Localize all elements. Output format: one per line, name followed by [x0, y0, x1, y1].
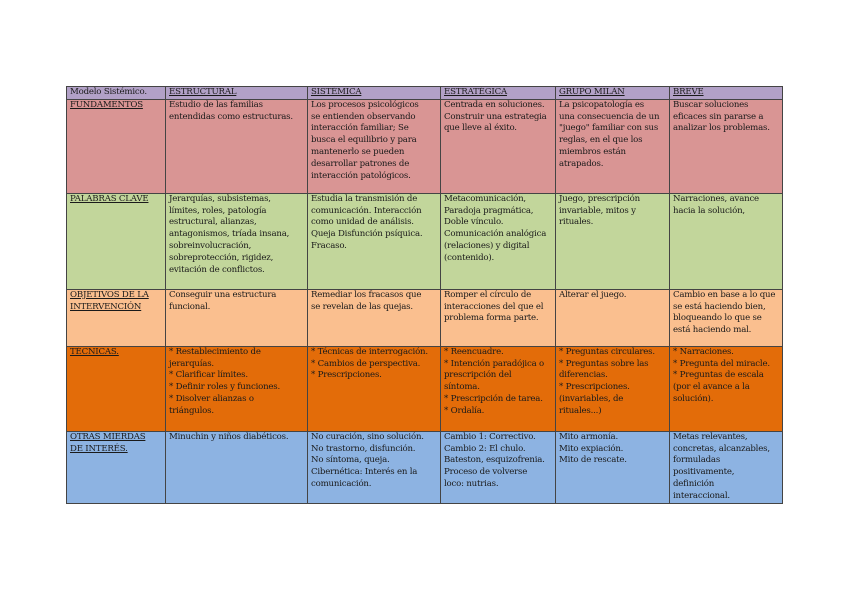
cell-text-line: formuladas: [673, 455, 721, 466]
table-cell: [556, 193, 670, 289]
table-cell: [166, 193, 308, 289]
row-header: [67, 193, 166, 289]
systemic-models-table: [66, 86, 783, 504]
table-cell: [308, 431, 441, 503]
cell-text-line: * Preguntas sobre las: [559, 358, 649, 369]
cell-text-line: problema forma parte.: [444, 313, 539, 324]
cell-text-line: * Definir roles y funciones.: [169, 382, 281, 393]
row-header: [67, 99, 166, 193]
cell-text-line: se está haciendo bien,: [673, 301, 766, 312]
cell-text-line: No síntoma, queja.: [311, 455, 390, 466]
cell-text-line: Metas relevantes,: [673, 431, 748, 442]
table-cell: [556, 99, 670, 193]
cell-text-line: Mito expiación.: [559, 443, 624, 454]
cell-text-line: * Preguntas de escala: [673, 370, 764, 381]
table-cell: [441, 193, 556, 289]
cell-text-line: Metacomunicación,: [444, 193, 526, 204]
cell-text-line: como unidad de análisis.: [311, 217, 414, 228]
cell-text-line: triángulos.: [169, 405, 214, 416]
cell-text-line: se entienden observando: [311, 111, 416, 122]
cell-text-line: Romper el círculo de: [444, 289, 532, 300]
row-header-line: OTRAS MIERDAS: [70, 431, 146, 442]
table-cell: [441, 346, 556, 431]
row-header-line: TÉCNICAS.: [70, 346, 119, 357]
cell-text-line: Cambio 1: Correctivo.: [444, 431, 536, 442]
cell-text-line: interacciones del que el: [444, 301, 544, 312]
cell-text-line: * Narraciones.: [673, 346, 734, 357]
table-row-palabras-clave: [67, 193, 783, 289]
cell-text-line: Remediar los fracasos que: [311, 289, 422, 300]
table-cell: [670, 193, 783, 289]
row-header: [67, 346, 166, 431]
cell-text-line: una consecuencia de un: [559, 111, 660, 122]
cell-text-line: Centrada en soluciones.: [444, 99, 545, 110]
cell-text-line: desarrollar patrones de: [311, 158, 410, 169]
cell-text-line: diferencias.: [559, 370, 608, 381]
cell-text-line: miembros están: [559, 146, 626, 157]
cell-text-line: está haciendo mal.: [673, 325, 752, 336]
cell-text-line: Mito de rescate.: [559, 455, 627, 466]
cell-text-line: evitación de conflictos.: [169, 264, 265, 275]
cell-text-line: La psicopatología es: [559, 99, 644, 110]
cell-text-line: loco: nutrias.: [444, 478, 499, 489]
cell-text-line: (contenido).: [444, 252, 495, 263]
cell-text-line: atrapados.: [559, 158, 604, 169]
cell-text-line: definición: [673, 478, 715, 489]
column-header-grupo-milan: GRUPO MILÁN: [556, 87, 670, 100]
cell-text-line: Conseguir una estructura: [169, 289, 277, 300]
table-cell: [556, 346, 670, 431]
column-header-breve: BREVE: [670, 87, 783, 100]
row-header-line: FUNDAMENTOS: [70, 99, 143, 110]
cell-text-line: que lleve al éxito.: [444, 123, 517, 134]
table-row-fundamentos: [67, 99, 783, 193]
cell-text-line: entendidas como estructuras.: [169, 111, 293, 122]
table-cell: [441, 99, 556, 193]
cell-text-line: Proceso de volverse: [444, 467, 528, 478]
cell-text-line: bloqueando lo que se: [673, 313, 762, 324]
cell-text-line: Cibernética: Interés en la: [311, 467, 418, 478]
table-cell: [441, 289, 556, 346]
header-row: [67, 87, 783, 100]
cell-text-line: analizar los problemas.: [673, 123, 770, 134]
table-cell: [670, 99, 783, 193]
cell-text-line: Los procesos psicológicos: [311, 99, 419, 110]
cell-text-line: Cambio 2: El chulo.: [444, 443, 526, 454]
column-header-estructural: ESTRUCTURAL: [166, 87, 308, 100]
table-cell: [308, 289, 441, 346]
cell-text-line: Paradoja pragmática,: [444, 205, 534, 216]
table-cell: [556, 431, 670, 503]
cell-text-line: Queja Disfunción psíquica.: [311, 229, 423, 240]
cell-text-line: Minuchin y niños diabéticos.: [169, 431, 289, 442]
cell-text-line: Alterar el juego.: [559, 289, 627, 300]
cell-text-line: reglas, en el que los: [559, 135, 643, 146]
table-cell: [308, 99, 441, 193]
cell-text-line: se revelan de las quejas.: [311, 301, 413, 312]
corner-cell: Modelo Sistémico.: [67, 87, 166, 100]
cell-text-line: síntoma.: [444, 382, 480, 393]
cell-text-line: Buscar soluciones: [673, 99, 749, 110]
cell-text-line: Juego, prescripción: [559, 193, 640, 204]
table-cell: [166, 289, 308, 346]
row-header-line: OBJETIVOS DE LA: [70, 289, 149, 300]
table-cell: [308, 193, 441, 289]
cell-text-line: comunicación. Interacción: [311, 205, 422, 216]
cell-text-line: prescripción del: [444, 370, 512, 381]
cell-text-line: comunicación.: [311, 478, 372, 489]
cell-text-line: Estudio de las familias: [169, 99, 263, 110]
cell-text-line: sobreinvolucración,: [169, 240, 252, 251]
cell-text-line: estructural, alianzas,: [169, 217, 257, 228]
cell-text-line: * Técnicas de interrogación.: [311, 346, 428, 357]
cell-text-line: antagonismos, tríada insana,: [169, 229, 290, 240]
table-cell: [670, 431, 783, 503]
table-cell: [670, 346, 783, 431]
cell-text-line: * Prescripción de tarea.: [444, 393, 543, 404]
cell-text-line: Cambio en base a lo que: [673, 289, 776, 300]
cell-text-line: interaccional.: [673, 490, 730, 501]
cell-text-line: No curación, sino solución.: [311, 431, 424, 442]
cell-text-line: * Reencuadre.: [444, 346, 504, 357]
cell-text-line: Jerarquías, subsistemas,: [169, 193, 271, 204]
cell-text-line: Bateston, esquizofrenia.: [444, 455, 545, 466]
cell-text-line: * Disolver alianzas o: [169, 393, 254, 404]
cell-text-line: (por el avance a la: [673, 382, 750, 393]
cell-text-line: interacción patológicos.: [311, 170, 411, 181]
cell-text-line: sobreprotección, rigidez,: [169, 252, 274, 263]
cell-text-line: * Ordalía.: [444, 405, 485, 416]
cell-text-line: concretas, alcanzables,: [673, 443, 770, 454]
cell-text-line: Narraciones, avance: [673, 193, 759, 204]
table-cell: [166, 99, 308, 193]
row-header-line: INTERVENCIÓN: [70, 301, 142, 312]
table-cell: [670, 289, 783, 346]
row-header-line: DE INTERÉS.: [70, 443, 128, 454]
cell-text-line: interacción familiar; Se: [311, 123, 409, 134]
table-row-tecnicas: [67, 346, 783, 431]
cell-text-line: * Preguntas circulares.: [559, 346, 655, 357]
column-header-sistemica: SISTÉMICA: [308, 87, 441, 100]
cell-text-line: mantenerlo se pueden: [311, 146, 405, 157]
cell-text-line: límites, roles, patología: [169, 205, 267, 216]
cell-text-line: * Intención paradójica o: [444, 358, 545, 369]
cell-text-line: rituales.: [559, 217, 594, 228]
cell-text-line: Construir una estrategia: [444, 111, 547, 122]
row-header: [67, 289, 166, 346]
cell-text-line: invariable, mitos y: [559, 205, 636, 216]
cell-text-line: eficaces sin pararse a: [673, 111, 764, 122]
table-cell: [166, 346, 308, 431]
table-row-objetivos: [67, 289, 783, 346]
cell-text-line: (relaciones) y digital: [444, 240, 530, 251]
table-cell: [556, 289, 670, 346]
cell-text-line: Estudia la transmisión de: [311, 193, 418, 204]
cell-text-line: rituales...): [559, 405, 602, 416]
table-cell: [308, 346, 441, 431]
cell-text-line: hacia la solución,: [673, 205, 745, 216]
cell-text-line: "juego" familiar con sus: [559, 123, 659, 134]
table-cell: [441, 431, 556, 503]
table-cell: [166, 431, 308, 503]
cell-text-line: Mito armonía.: [559, 431, 618, 442]
row-header-line: PALABRAS CLAVE: [70, 193, 149, 204]
cell-text-line: busca el equilibrio y para: [311, 135, 417, 146]
cell-text-line: * Restablecimiento de: [169, 346, 261, 357]
table-row-otras: [67, 431, 783, 503]
cell-text-line: * Pregunta del miracle.: [673, 358, 770, 369]
cell-text-line: * Prescripciones.: [311, 370, 382, 381]
row-header: [67, 431, 166, 503]
cell-text-line: funcional.: [169, 301, 211, 312]
cell-text-line: * Clarificar límites.: [169, 370, 248, 381]
cell-text-line: jerarquías.: [169, 358, 214, 369]
cell-text-line: Comunicación analógica: [444, 229, 547, 240]
cell-text-line: (invariables, de: [559, 393, 624, 404]
cell-text-line: Fracaso.: [311, 240, 347, 251]
cell-text-line: positivamente,: [673, 467, 735, 478]
cell-text-line: * Prescripciones.: [559, 382, 630, 393]
cell-text-line: Doble vínculo.: [444, 217, 504, 228]
cell-text-line: No trastorno, disfunción.: [311, 443, 416, 454]
cell-text-line: solución).: [673, 393, 714, 404]
column-header-estrategica: ESTRATÉGICA: [441, 87, 556, 100]
cell-text-line: * Cambios de perspectiva.: [311, 358, 421, 369]
